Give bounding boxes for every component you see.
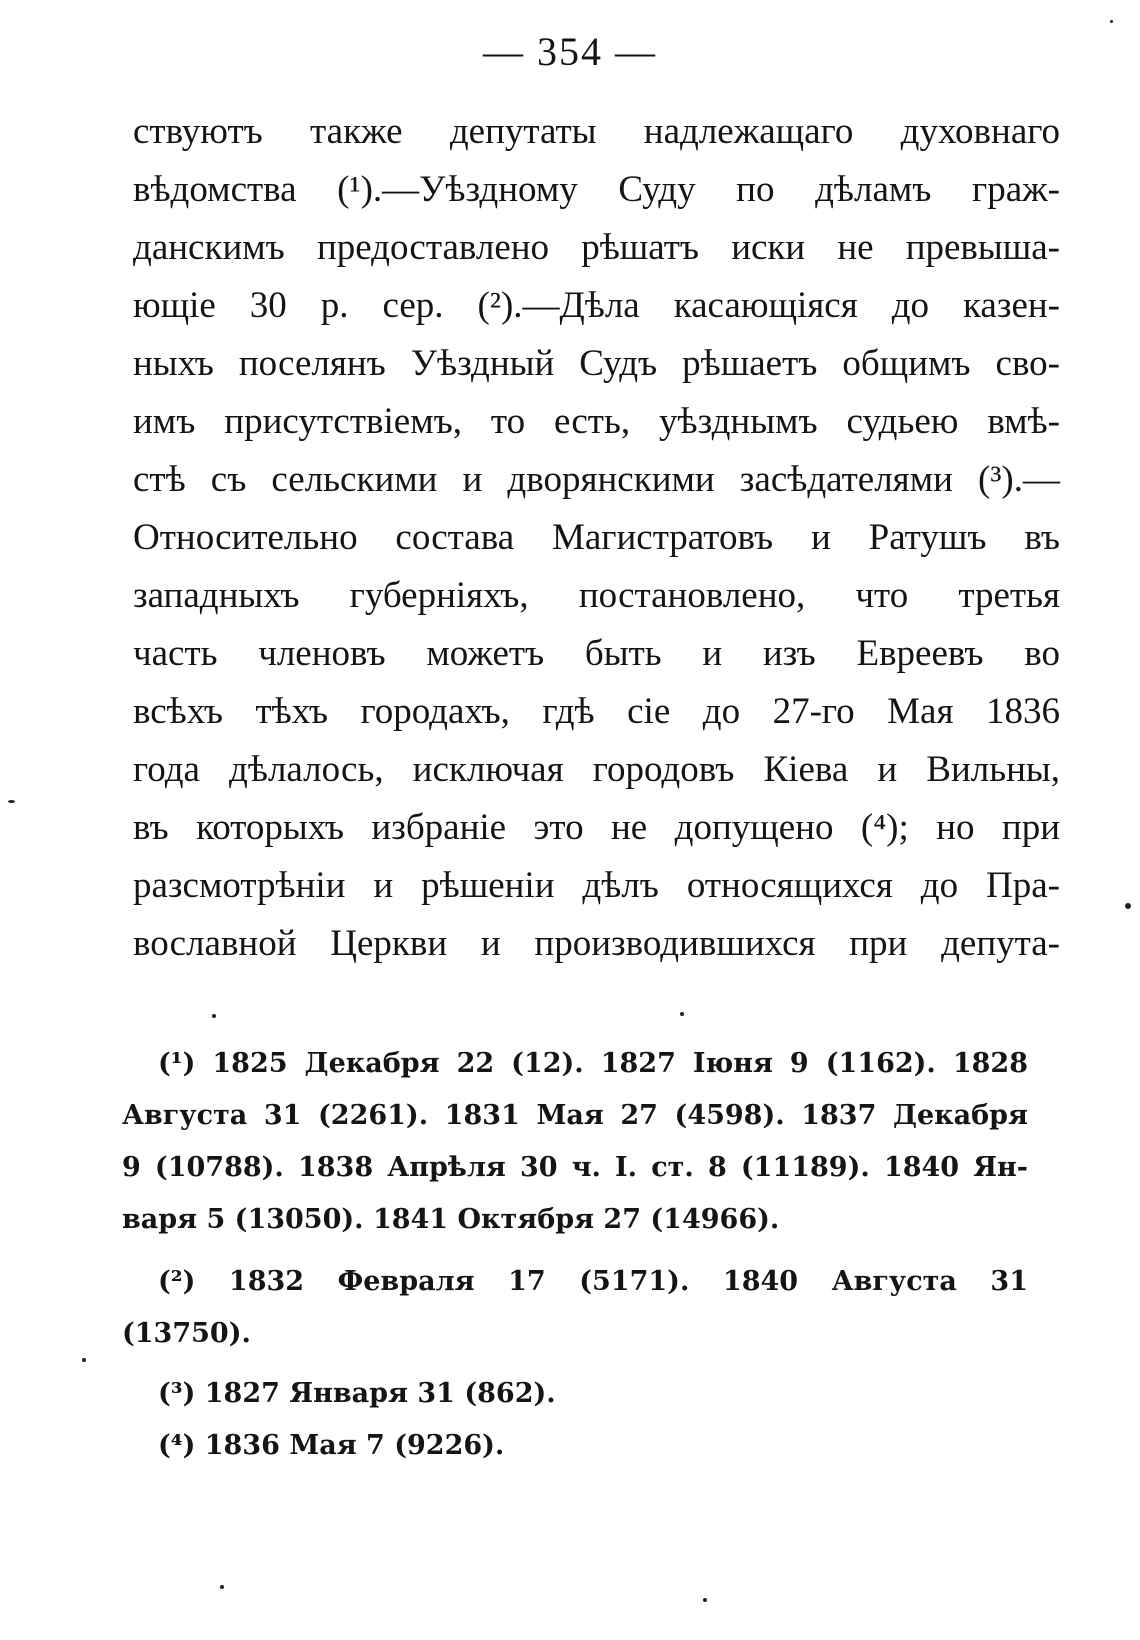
scan-speck <box>703 1598 707 1602</box>
footnote-line: варя 5 (13050). 1841 Октября 27 (14966). <box>122 1204 780 1235</box>
footnote-line: (²) 1832 Февраля 17 (5171). 1840 Августа 31 <box>158 1266 1028 1297</box>
body-line: ствуютъ также депутаты надлежащаго духовнаго <box>133 111 1060 152</box>
footnote-line: 9 (10788). 1838 Апрѣля 30 ч. I. ст. 8 (11189). 1840 Ян- <box>122 1152 1028 1183</box>
scan-speck <box>212 1014 216 1018</box>
body-line: данскимъ предоставлено рѣшатъ иски не превыша- <box>133 227 1060 268</box>
scan-speck <box>82 1358 86 1362</box>
scan-speck <box>680 1012 684 1016</box>
body-line: ющіе 30 р. сер. (²).—Дѣла касающіяся до казен- <box>133 285 1060 326</box>
page-number: — 354 — <box>483 29 657 74</box>
footnote-line: (13750). <box>122 1318 251 1349</box>
scan-speck <box>8 800 15 803</box>
body-line: въ которыхъ избраніе это не допущено (⁴); но при <box>133 807 1060 848</box>
body-line: стѣ съ сельскими и дворянскими засѣдателями (³).— <box>133 459 1060 500</box>
body-line: вославной Церкви и производившихся при депута- <box>133 923 1060 964</box>
scan-speck <box>1110 20 1113 23</box>
body-line: года дѣлалось, исключая городовъ Кіева и Вильны, <box>133 749 1060 790</box>
footnote-line: (³) 1827 Января 31 (862). <box>158 1378 556 1409</box>
body-line: разсмотрѣніи и рѣшеніи дѣлъ относящихся до Пра- <box>133 865 1060 906</box>
body-line: западныхъ губерніяхъ, постановлено, что третья <box>133 575 1060 616</box>
scan-speck <box>220 1585 224 1589</box>
body-line: имъ присутствіемъ, то есть, уѣзднымъ судьею вмѣ- <box>133 401 1060 442</box>
body-line: ныхъ поселянъ Уѣздный Судъ рѣшаетъ общимъ сво- <box>133 343 1060 384</box>
scan-speck <box>1125 903 1131 909</box>
body-line: всѣхъ тѣхъ городахъ, гдѣ сіе до 27-го Мая 1836 <box>133 691 1060 732</box>
footnote-line: Августа 31 (2261). 1831 Мая 27 (4598). 1837 Декабря <box>122 1100 1028 1131</box>
footnote-line: (¹) 1825 Декабря 22 (12). 1827 Іюня 9 (1162). 1828 <box>158 1048 1028 1079</box>
footnote-line: (⁴) 1836 Мая 7 (9226). <box>158 1430 505 1461</box>
body-line: Относительно состава Магистратовъ и Ратушъ въ <box>133 517 1060 558</box>
body-line: часть членовъ можетъ быть и изъ Евреевъ во <box>133 633 1060 674</box>
body-line: вѣдомства (¹).—Уѣздному Суду по дѣламъ граж- <box>133 169 1060 210</box>
